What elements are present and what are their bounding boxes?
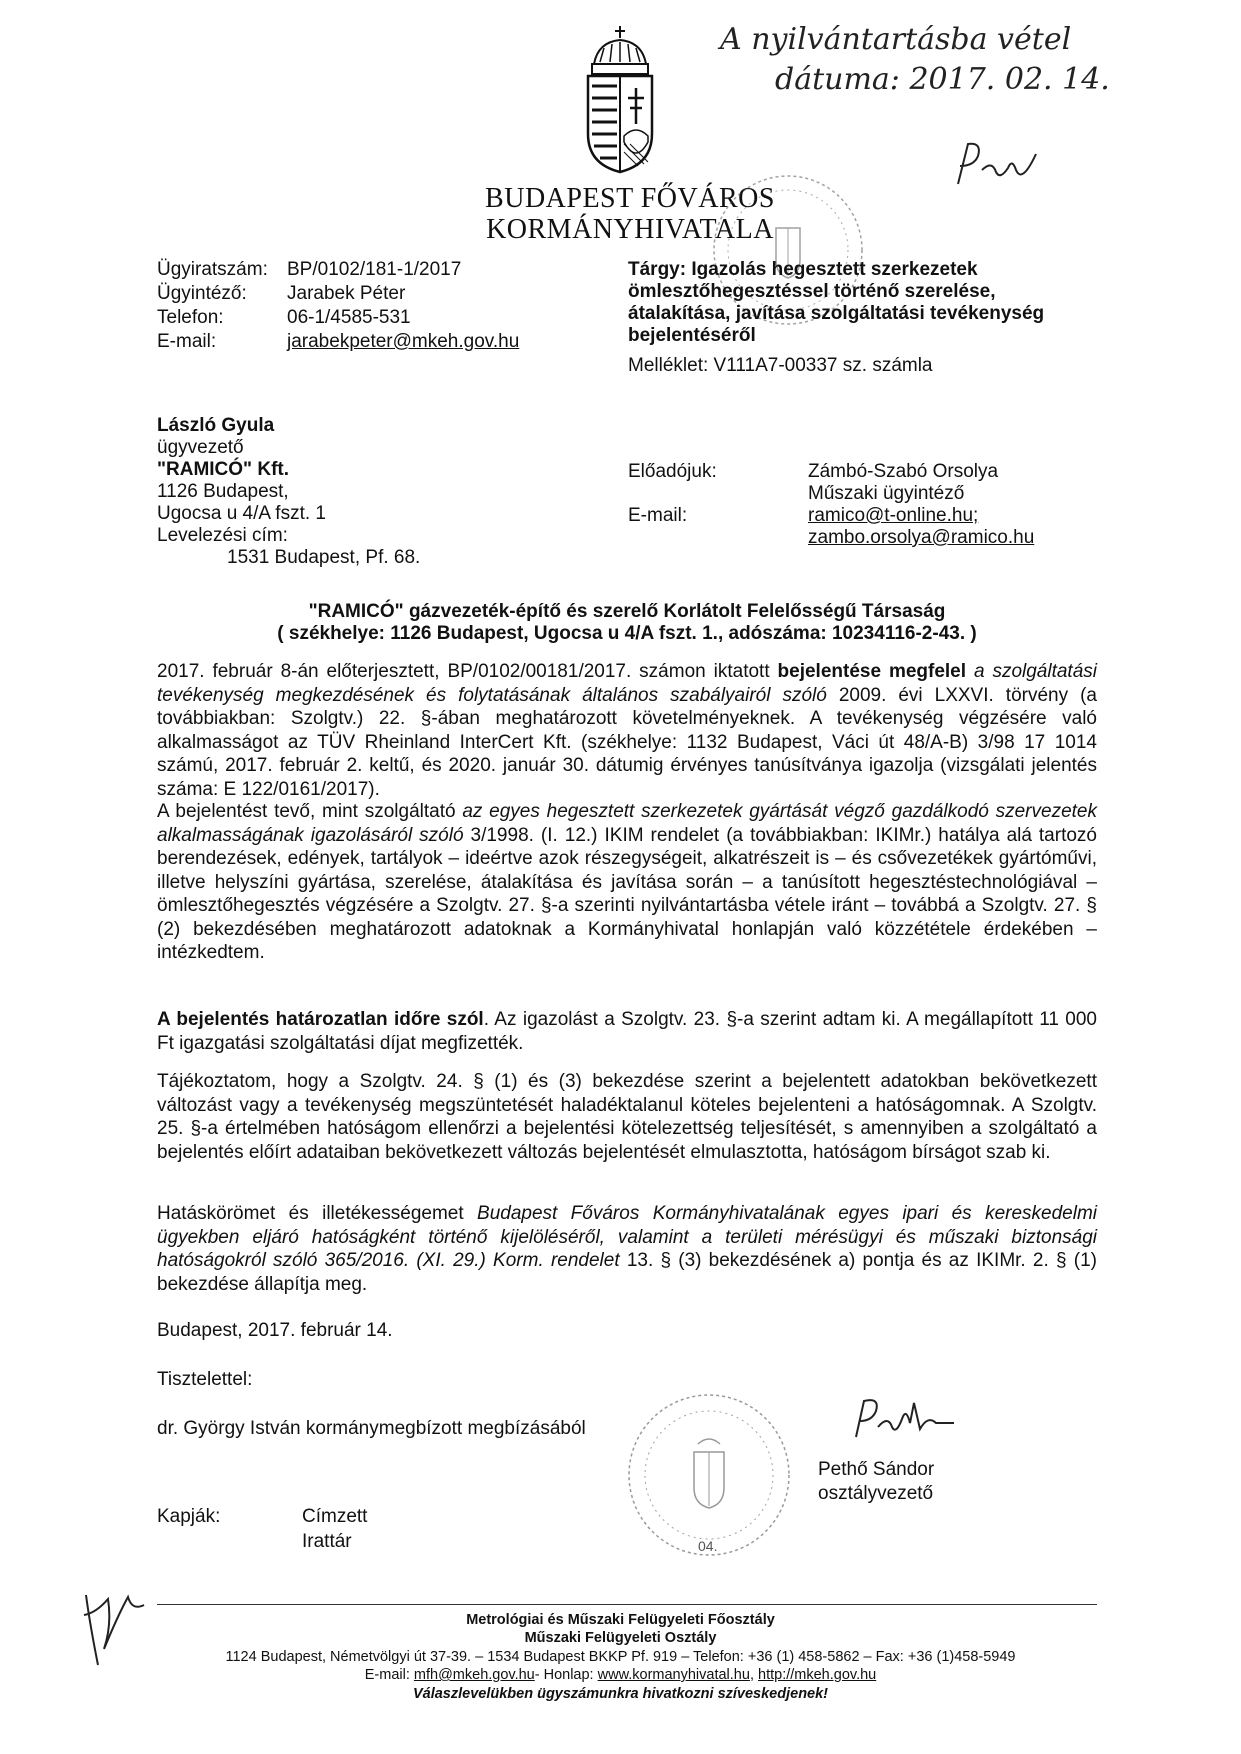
- case-number-label: Ügyiratszám:: [157, 259, 268, 280]
- presenter-role: Műszaki ügyintéző: [808, 483, 965, 504]
- p2-text-c: 3/1998. (I. 12.) IKIM rendelet (a továbbiakban: IKIMr.) hatálya alá tartozó berendezések, edények, tartályok – ideértve azok részegységeit, alkatrészeit is – és csővezetékek gyártóművi, illetve helyszíni gyártása, szerelése, átalakítása és javítása során – a tanúsított hegesztéstechnológiával – ömlesztőhegesztés végzésére a Szolgtv. 27. §-a szerinti nyilvántartásba vétele iránt – továbbá a Szolgtv. 27. § (2) bekezdésében meghatározott adatoknak a Kormányhivatal honlapján való közzététele érdekében – intézkedtem.: [157, 824, 1097, 963]
- closing-delegation: dr. György István kormánymegbízott megbízásából: [157, 1418, 586, 1439]
- subject-text-line3: átalakítása, javítása szolgáltatási tevékenység: [628, 303, 1045, 324]
- phone-label: Telefon:: [157, 307, 224, 328]
- p1-bold: bejelentése megfelel: [777, 661, 967, 682]
- subject-block: [628, 259, 1044, 377]
- subject-text-line4: bejelentéséről: [628, 325, 756, 346]
- handwritten-note-line1: A nyilvántartásba vétel: [720, 22, 1072, 57]
- recipient-mail-label: Levelezési cím:: [157, 525, 288, 546]
- footer-contacts: [100, 1666, 1141, 1684]
- closing-greeting: Tisztelettel:: [157, 1369, 253, 1390]
- body-paragraph-3: [157, 1008, 1097, 1055]
- body-paragraph-5: [157, 1202, 1097, 1296]
- recipients-label: Kapják:: [157, 1506, 221, 1527]
- attachment-line: Melléklet: V111A7-00337 sz. számla: [628, 355, 933, 376]
- title-line2: ( székhelye: 1126 Budapest, Ugocsa u 4/A fszt. 1., adószáma: 10234116-2-43. ): [277, 623, 977, 644]
- signer-role: osztályvezető: [818, 1483, 934, 1504]
- recipient-item-2: Irattár: [302, 1531, 352, 1552]
- recipient-mail-address: 1531 Budapest, Pf. 68.: [227, 547, 421, 568]
- document-title: [157, 601, 1097, 645]
- p2-italic: az egyes hegesztett szerkezetek gyártását végző gazdálkodó szervezetek alkalmasságának igazolásáról szóló: [157, 801, 1097, 846]
- recipient-role: ügyvezető: [157, 437, 244, 458]
- p1-text-c: a: [966, 661, 993, 682]
- footer-email-link[interactable]: mfh@mkeh.gov.hu: [413, 1667, 535, 1683]
- title-line1: "RAMICÓ" gázvezeték-építő és szerelő Korlátolt Felelősségű Társaság: [308, 601, 946, 622]
- footer-separator: ,: [749, 1667, 759, 1683]
- p1-text-e: 2009. évi LXXVI. törvény (a továbbiakban: Szolgtv.) 22. §-ában meghatározott követelményeknek. A tevékenység végzésére való alkalmasságot az TÜV Rheinland InterCert Kft. (székhelye: 1132 Budapest, Váci út 48/A-B) 3/98 17 1014 számú, 2017. február 2. keltű, és 2020. január 30. dátumig érvényes tanúsítványa igazolja (vizsgálati jelentés száma: E 122/0161/2017).: [157, 684, 1097, 800]
- p4-text: Tájékoztatom, hogy a Szolgtv. 24. § (1) és (3) bekezdése szerint a bejelentett adatokban bekövetkezett változást vagy a tevékenység megszüntetését haladéktalanul köteles bejelenteni a hatóságomnak. A Szolgtv. 25. §-a értelmében hatóságom ellenőrzi a bejelentési kötelezettség teljesítését, s amennyiben a szolgáltató a bejelentés előírt adataiban bekövetkezett változás bejelentését elmulasztotta, hatóságom bírságot szab ki.: [157, 1071, 1097, 1163]
- footer-reply-note: Válaszlevelükben ügyszámunkra hivatkozni szíveskedjenek!: [412, 1686, 829, 1702]
- handwritten-note-line2: dátuma: 2017. 02. 14.: [775, 62, 1110, 97]
- recipient-company: "RAMICÓ" Kft.: [157, 459, 289, 480]
- p3-text-b: . Az igazolást a Szolgtv. 23. §-a szerint adtam ki. A megállapított 11 000 Ft igazgatási szolgáltatási díjat megfizették.: [157, 1009, 1097, 1054]
- recipient-name: László Gyula: [157, 415, 275, 436]
- closing-date: Budapest, 2017. február 14.: [157, 1320, 393, 1341]
- body-paragraph-4: [157, 1070, 1097, 1164]
- footer-site-link-2[interactable]: http://mkeh.gov.hu: [758, 1667, 877, 1683]
- recipient-item-1: Címzett: [302, 1506, 368, 1527]
- p3-bold: A bejelentés határozatlan időre szól: [157, 1009, 484, 1030]
- body-paragraph-2: [157, 800, 1097, 965]
- recipient-address2: Ugocsa u 4/A fszt. 1: [157, 503, 326, 524]
- office-name-line2: KORMÁNYHIVATALA: [486, 214, 774, 245]
- presenter-label: Előadójuk:: [628, 461, 717, 482]
- subject-label: Tárgy:: [628, 259, 687, 280]
- handwritten-registration-note: [720, 20, 1180, 100]
- official-round-stamp-bottom-icon: [624, 1390, 794, 1560]
- p2-text-a: A bejelentést tevő, mint szolgáltató: [157, 801, 463, 822]
- footer-division: Műszaki Felügyeleti Osztály: [524, 1630, 717, 1646]
- footer-department: Metrológiai és Műszaki Felügyeleti Főosztály: [466, 1612, 775, 1628]
- p1-italic: szolgáltatási tevékenység megkezdésének és folytatásának általános szabályairól szóló: [157, 661, 1097, 706]
- case-officer-value: Jarabek Péter: [287, 283, 406, 304]
- recipient-address1: 1126 Budapest,: [157, 481, 289, 502]
- recipient-block: [157, 415, 420, 569]
- contact-email-link-1[interactable]: ramico@t-online.hu;: [808, 505, 979, 526]
- subject-text-line1: Igazolás hegesztett szerkezetek: [691, 259, 978, 280]
- footer-site-link-1[interactable]: www.kormanyhivatal.hu: [597, 1667, 750, 1683]
- subject-text-line2: ömlesztőhegesztéssel történő szerelése,: [628, 281, 996, 302]
- handwritten-initials-top-icon: [952, 140, 1042, 190]
- case-officer-label: Ügyintéző:: [157, 283, 247, 304]
- p5-italic: Budapest Főváros Kormányhivatalának egyes ipari és kereskedelmi ügyekben eljáró hatóságként történő kijelöléséről, valamint a területi mérésügyi és műszaki biztonsági hatóságokról szóló 365/2016. (XI. 29.) Korm. rendelet: [157, 1203, 1097, 1271]
- footer-address: 1124 Budapest, Németvölgyi út 37-39. – 1534 Budapest BKKP Pf. 919 – Telefon: +36 (1) 458-5862 – Fax: +36 (1)458-5949: [225, 1649, 1016, 1665]
- footer-email-label: E-mail:: [364, 1667, 414, 1683]
- footer-divider: [157, 1604, 1097, 1605]
- contact-email-link-2[interactable]: zambo.orsolya@ramico.hu: [808, 527, 1035, 548]
- footer-site-label: - Honlap:: [534, 1667, 598, 1683]
- p5-text-c: 13. § (3) bekezdésének a) pontja és az IKIMr. 2. § (1) bekezdése állapítja meg.: [157, 1250, 1097, 1295]
- coat-of-arms-icon: [584, 24, 656, 174]
- signer-name: Pethő Sándor: [818, 1459, 935, 1480]
- p1-text-a: 2017. február 8-án előterjesztett, BP/0102/00181/2017. számon iktatott: [157, 661, 778, 682]
- phone-value: 06-1/4585-531: [287, 307, 411, 328]
- p5-text-a: Hatáskörömet és illetékességemet: [157, 1203, 478, 1224]
- subject-line1: [628, 259, 1044, 281]
- handwritten-signature-icon: [850, 1393, 960, 1443]
- contact-email-label: E-mail:: [628, 505, 688, 526]
- presenter-name: Zámbó-Szabó Orsolya: [808, 461, 999, 482]
- body-paragraph-1: [157, 660, 1097, 801]
- stamp-number: 04.: [698, 1538, 718, 1554]
- office-name-line1: BUDAPEST FŐVÁROS: [485, 183, 775, 214]
- case-number-value: BP/0102/181-1/2017: [287, 259, 462, 280]
- officer-email-link[interactable]: jarabekpeter@mkeh.gov.hu: [287, 331, 520, 352]
- email-label: E-mail:: [157, 331, 217, 352]
